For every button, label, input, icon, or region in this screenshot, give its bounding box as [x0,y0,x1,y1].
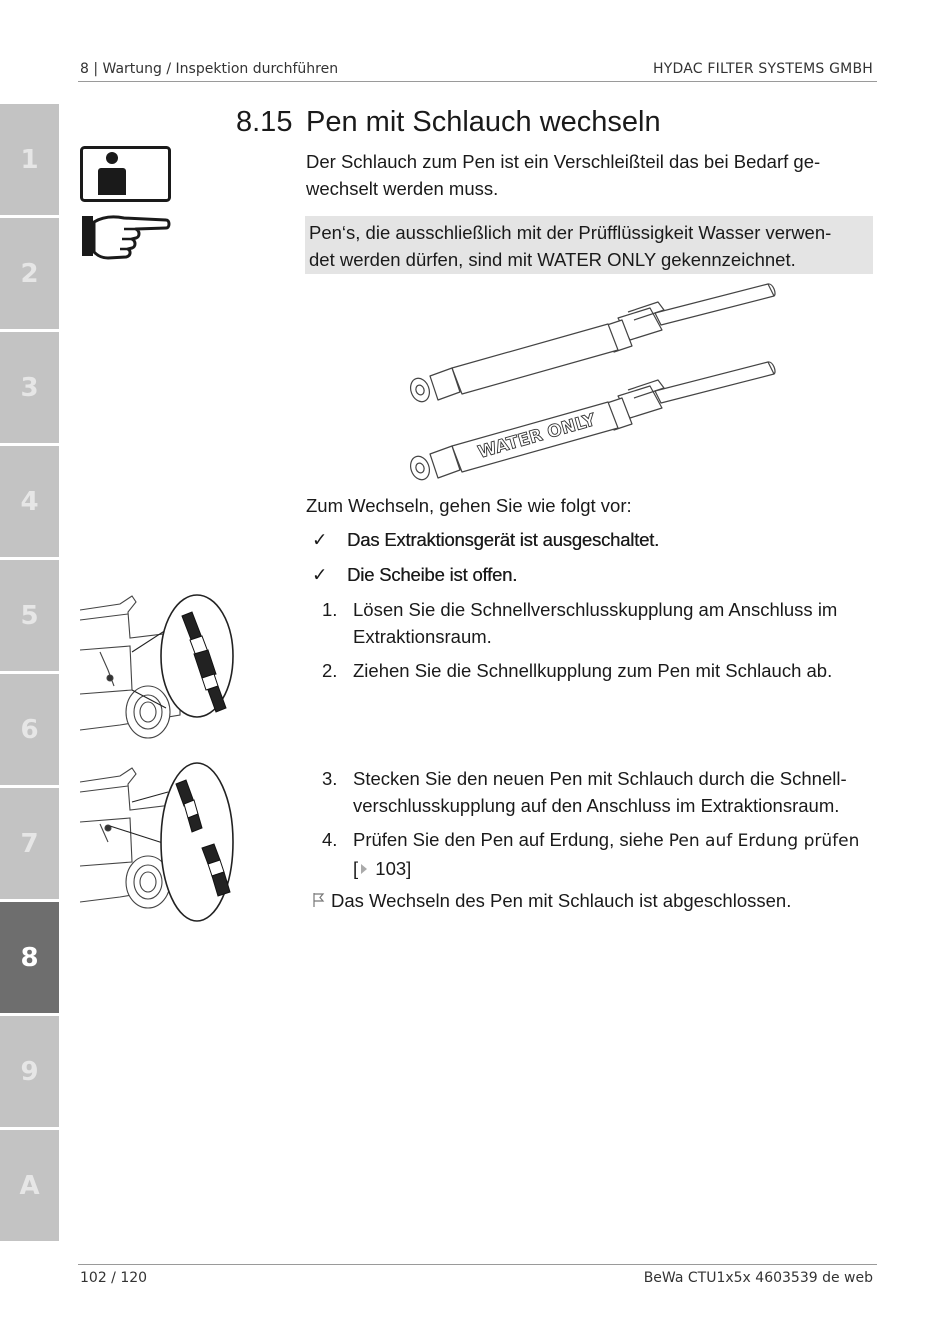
chapter-tab-a[interactable]: A [0,1130,59,1241]
chapter-tab-9[interactable]: 9 [0,1016,59,1127]
chapter-tab-1[interactable]: 1 [0,104,59,215]
document-id: BeWa CTU1x5x 4603539 de web [643,1270,873,1286]
page-number: 102 / 120 [80,1270,148,1286]
steps-intro: Zum Wechseln, gehen Sie wie folgt vor: [306,495,632,516]
coupling-loosen-illustration [80,590,240,750]
header-chapter: 8 | Wartung / Inspektion durchführen [80,61,339,77]
result-line: Das Wechseln des Pen mit Schlauch ist abgeschlossen. [312,887,791,914]
chapter-tab-5[interactable]: 5 [0,560,59,671]
section-title-text: Pen mit Schlauch wechseln [306,106,661,138]
section-title [236,106,661,139]
result-flag-icon [312,892,326,908]
chapter-tab-2[interactable]: 2 [0,218,59,329]
step-item: 1. Lösen Sie die Schnellverschlusskupplung am Anschluss im Extraktionsraum. [322,599,838,647]
chapter-tabs [0,104,59,1244]
step-item: 3. Stecken Sie den neuen Pen mit Schlauch durch die Schnell- verschlusskupplung auf den Anschluss im Extraktionsraum. [322,768,847,816]
header-company: HYDAC FILTER SYSTEMS GMBH [653,61,873,77]
prerequisite-item: ✓ Das Extraktionsgerät ist ausgeschaltet. [312,526,659,554]
coupling-plug-illustration [80,762,240,924]
step-item: 4. Prüfen Sie den Pen auf Erdung, siehe Pen auf Erdung prüfen [ 103] [322,829,860,879]
step-item: 2. Ziehen Sie die Schnellkupplung zum Pen mit Schlauch ab. [322,660,833,681]
section-number: 8.15 [236,106,293,138]
chapter-tab-3[interactable]: 3 [0,332,59,443]
check-icon: ✓ [312,565,328,586]
qualified-person-icon [80,146,171,202]
page-arrow-icon[interactable] [358,862,370,876]
prerequisite-item: ✓ Die Scheibe ist offen. [312,561,517,589]
cross-reference-link[interactable]: Pen auf Erdung prüfen [668,831,860,851]
note-box: Pen‘s, die ausschließlich mit der Prüfflüssigkeit Wasser verwen- det werden dürfen, sind mit WATER ONLY gekennzeichnet. [305,216,873,274]
check-icon: ✓ [312,530,328,551]
intro-text: Der Schlauch zum Pen ist ein Verschleißteil das bei Bedarf ge- wechselt werden muss. [306,151,821,199]
pointing-hand-icon [80,212,171,260]
water-only-label: WATER ONLY [475,410,598,463]
pen-hose-illustration [400,280,780,490]
chapter-tab-6[interactable]: 6 [0,674,59,785]
chapter-tab-4[interactable]: 4 [0,446,59,557]
header-rule [78,81,877,82]
footer-rule [78,1264,877,1265]
chapter-tab-7[interactable]: 7 [0,788,59,899]
chapter-tab-8[interactable]: 8 [0,902,59,1013]
